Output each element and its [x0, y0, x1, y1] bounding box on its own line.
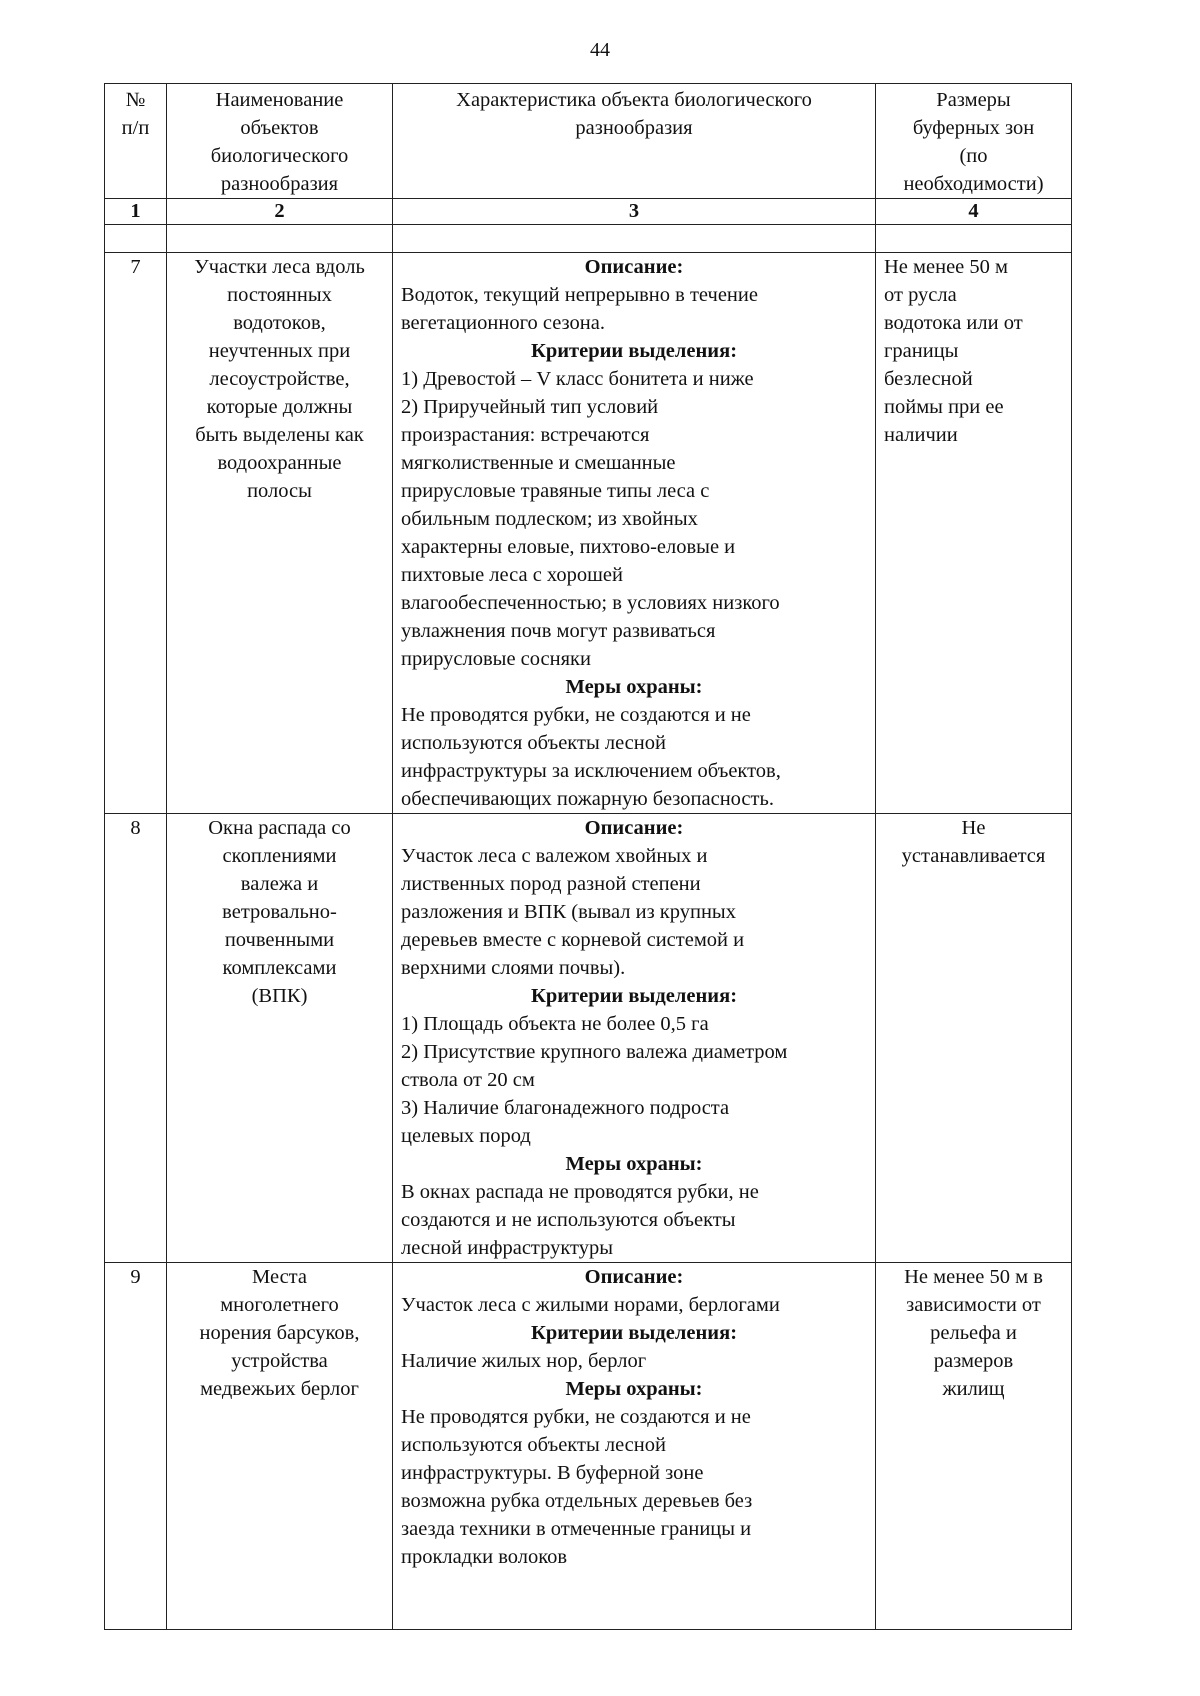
description-label: Описание: [584, 817, 684, 839]
buffer-size-line: безлесной [884, 368, 973, 390]
criteria-text-line: 2) Присутствие крупного валежа диаметром [401, 1041, 788, 1063]
protection-text-line: лесной инфраструктуры [401, 1237, 614, 1259]
object-name-line: водоохранные [217, 452, 342, 474]
buffer-size-line: от русла [884, 284, 957, 306]
row-number: 9 [105, 1263, 167, 1630]
buffer-size-line: зависимости от [906, 1294, 1041, 1316]
object-name-line: (ВПК) [251, 985, 308, 1007]
criteria-text-line: характерны еловые, пихтово-еловые и [401, 536, 736, 558]
buffer-size [876, 1263, 1072, 1630]
protection-text-line: создаются и не используются объекты [401, 1209, 736, 1231]
criteria-text-line: 1) Древостой – V класс бонитета и ниже [401, 368, 754, 390]
object-name [167, 253, 393, 814]
object-name-line: многолетнего [220, 1294, 339, 1316]
biodiversity-table [104, 83, 1072, 1630]
buffer-size-line: Не [961, 817, 986, 839]
object-name-line: ветровально- [222, 901, 337, 923]
object-name-line: почвенными [224, 929, 335, 951]
table-header-row [105, 84, 1072, 199]
header-number [105, 84, 167, 199]
buffer-size-line: водотока или от [884, 312, 1023, 334]
criteria-text [401, 1010, 867, 1150]
header-buffer-size-line: Размеры [936, 89, 1011, 111]
buffer-size-line: Не менее 50 м [884, 256, 1008, 278]
object-name-line: Места [252, 1266, 307, 1288]
header-object-name-line: Наименование [215, 89, 344, 111]
column-number: 4 [876, 199, 1072, 225]
object-name-line: быть выделены как [195, 424, 364, 446]
table-row [105, 814, 1072, 1263]
description-text [401, 281, 867, 337]
description-text-line: верхними слоями почвы). [401, 957, 626, 979]
buffer-size-line: поймы при ее [884, 396, 1004, 418]
protection-label: Меры охраны: [565, 1153, 703, 1175]
column-number: 3 [393, 199, 876, 225]
description-text [401, 842, 867, 982]
description-label: Описание: [584, 256, 684, 278]
criteria-text-line: 1) Площадь объекта не более 0,5 га [401, 1013, 709, 1035]
object-name-line: Окна распада со [208, 817, 351, 839]
criteria-text-line: влагообеспеченностью; в условиях низкого [401, 592, 780, 614]
criteria-text-line: 3) Наличие благонадежного подроста [401, 1097, 730, 1119]
protection-text-line: заезда техники в отмеченные границы и [401, 1518, 752, 1540]
blank-cell [105, 225, 167, 253]
object-name [167, 1263, 393, 1630]
buffer-size-line: жилищ [942, 1378, 1005, 1400]
column-number-row [105, 199, 1072, 225]
object-name-line: скоплениями [222, 845, 337, 867]
object-name-line: полосы [247, 480, 312, 502]
characteristic-cell [393, 253, 876, 814]
buffer-size [876, 814, 1072, 1263]
protection-text-line: используются объекты лесной [401, 732, 666, 754]
criteria-text-line: Наличие жилых нор, берлог [401, 1350, 647, 1372]
object-name-line: валежа и [240, 873, 319, 895]
protection-text [401, 1178, 867, 1262]
criteria-label: Критерии выделения: [530, 985, 738, 1007]
criteria-text-line: прирусловые сосняки [401, 648, 591, 670]
column-number: 2 [167, 199, 393, 225]
criteria-text-line: ствола от 20 см [401, 1069, 535, 1091]
protection-text-line: инфраструктуры. В буферной зоне [401, 1462, 704, 1484]
criteria-text-line: увлажнения почв могут развиваться [401, 620, 716, 642]
protection-text-line: инфраструктуры за исключением объектов, [401, 760, 781, 782]
buffer-size-line: рельефа и [930, 1322, 1017, 1344]
description-text [401, 1291, 867, 1319]
criteria-text-line: прирусловые травяные типы леса с [401, 480, 710, 502]
buffer-size-line: наличии [884, 424, 958, 446]
object-name-line: норения барсуков, [199, 1322, 360, 1344]
criteria-text [401, 365, 867, 673]
protection-text [401, 1403, 867, 1571]
object-name-line: водотоков, [233, 312, 326, 334]
blank-cell [167, 225, 393, 253]
protection-text-line: Не проводятся рубки, не создаются и не [401, 704, 751, 726]
protection-label: Меры охраны: [565, 1378, 703, 1400]
protection-label: Меры охраны: [565, 676, 703, 698]
row-number: 8 [105, 814, 167, 1263]
description-label: Описание: [584, 1266, 684, 1288]
protection-text [401, 701, 867, 813]
buffer-size [876, 253, 1072, 814]
description-text-line: Водоток, текущий непрерывно в течение [401, 284, 758, 306]
protection-text-line: обеспечивающих пожарную безопасность. [401, 788, 774, 810]
criteria-text-line: обильным подлеском; из хвойных [401, 508, 698, 530]
header-object-name-line: разнообразия [220, 173, 339, 195]
description-text-line: вегетационного сезона. [401, 312, 605, 334]
header-object-name-line: объектов [240, 117, 319, 139]
description-text-line: разложения и ВПК (вывал из крупных [401, 901, 736, 923]
column-number: 1 [105, 199, 167, 225]
buffer-size-line: размеров [933, 1350, 1014, 1372]
buffer-size-line: устанавливается [901, 845, 1046, 867]
buffer-size-line: Не менее 50 м в [904, 1266, 1043, 1288]
header-object-name [167, 84, 393, 199]
criteria-text-line: 2) Приручейный тип условий [401, 396, 659, 418]
header-buffer-size-line: буферных зон [912, 117, 1035, 139]
table-row [105, 1263, 1072, 1630]
protection-text-line: Не проводятся рубки, не создаются и не [401, 1406, 751, 1428]
object-name-line: неучтенных при [208, 340, 351, 362]
blank-cell [393, 225, 876, 253]
characteristic-cell [393, 1263, 876, 1630]
row-number: 7 [105, 253, 167, 814]
criteria-label: Критерии выделения: [530, 1322, 738, 1344]
description-text-line: лиственных пород разной степени [401, 873, 701, 895]
criteria-text [401, 1347, 867, 1375]
object-name-line: лесоустройстве, [209, 368, 350, 390]
criteria-label: Критерии выделения: [530, 340, 738, 362]
header-characteristic [393, 84, 876, 199]
object-name-line: комплексами [222, 957, 337, 979]
criteria-text-line: пихтовые леса с хорошей [401, 564, 624, 586]
description-text-line: Участок леса с валежом хвойных и [401, 845, 708, 867]
characteristic-cell [393, 814, 876, 1263]
object-name-line: постоянных [227, 284, 332, 306]
object-name-line: устройства [231, 1350, 328, 1372]
table-row [105, 253, 1072, 814]
protection-text-line: В окнах распада не проводятся рубки, не [401, 1181, 759, 1203]
header-characteristic-line: Характеристика объекта биологического [456, 89, 812, 111]
header-buffer-size-line: необходимости) [903, 173, 1044, 195]
blank-row [105, 225, 1072, 253]
description-text-line: Участок леса с жилыми норами, берлогами [401, 1294, 780, 1316]
object-name-line: которые должны [206, 396, 353, 418]
object-name-line: медвежьих берлог [200, 1378, 359, 1400]
page-number: 44 [590, 39, 610, 61]
protection-text-line: возможна рубка отдельных деревьев без [401, 1490, 753, 1512]
criteria-text-line: целевых пород [401, 1125, 531, 1147]
header-object-name-line: биологического [210, 145, 349, 167]
header-number-line: п/п [121, 117, 150, 139]
criteria-text-line: произрастания: встречаются [401, 424, 650, 446]
blank-cell [876, 225, 1072, 253]
object-name [167, 814, 393, 1263]
description-text-line: деревьев вместе с корневой системой и [401, 929, 745, 951]
header-characteristic-line: разнообразия [575, 117, 693, 139]
buffer-size-line: границы [884, 340, 959, 362]
protection-text-line: используются объекты лесной [401, 1434, 666, 1456]
header-buffer-size [876, 84, 1072, 199]
header-number-line: № [125, 89, 146, 111]
protection-text-line: прокладки волоков [401, 1546, 568, 1568]
object-name-line: Участки леса вдоль [194, 256, 365, 278]
header-buffer-size-line: (по [959, 145, 988, 167]
criteria-text-line: мягколиственные и смешанные [401, 452, 676, 474]
